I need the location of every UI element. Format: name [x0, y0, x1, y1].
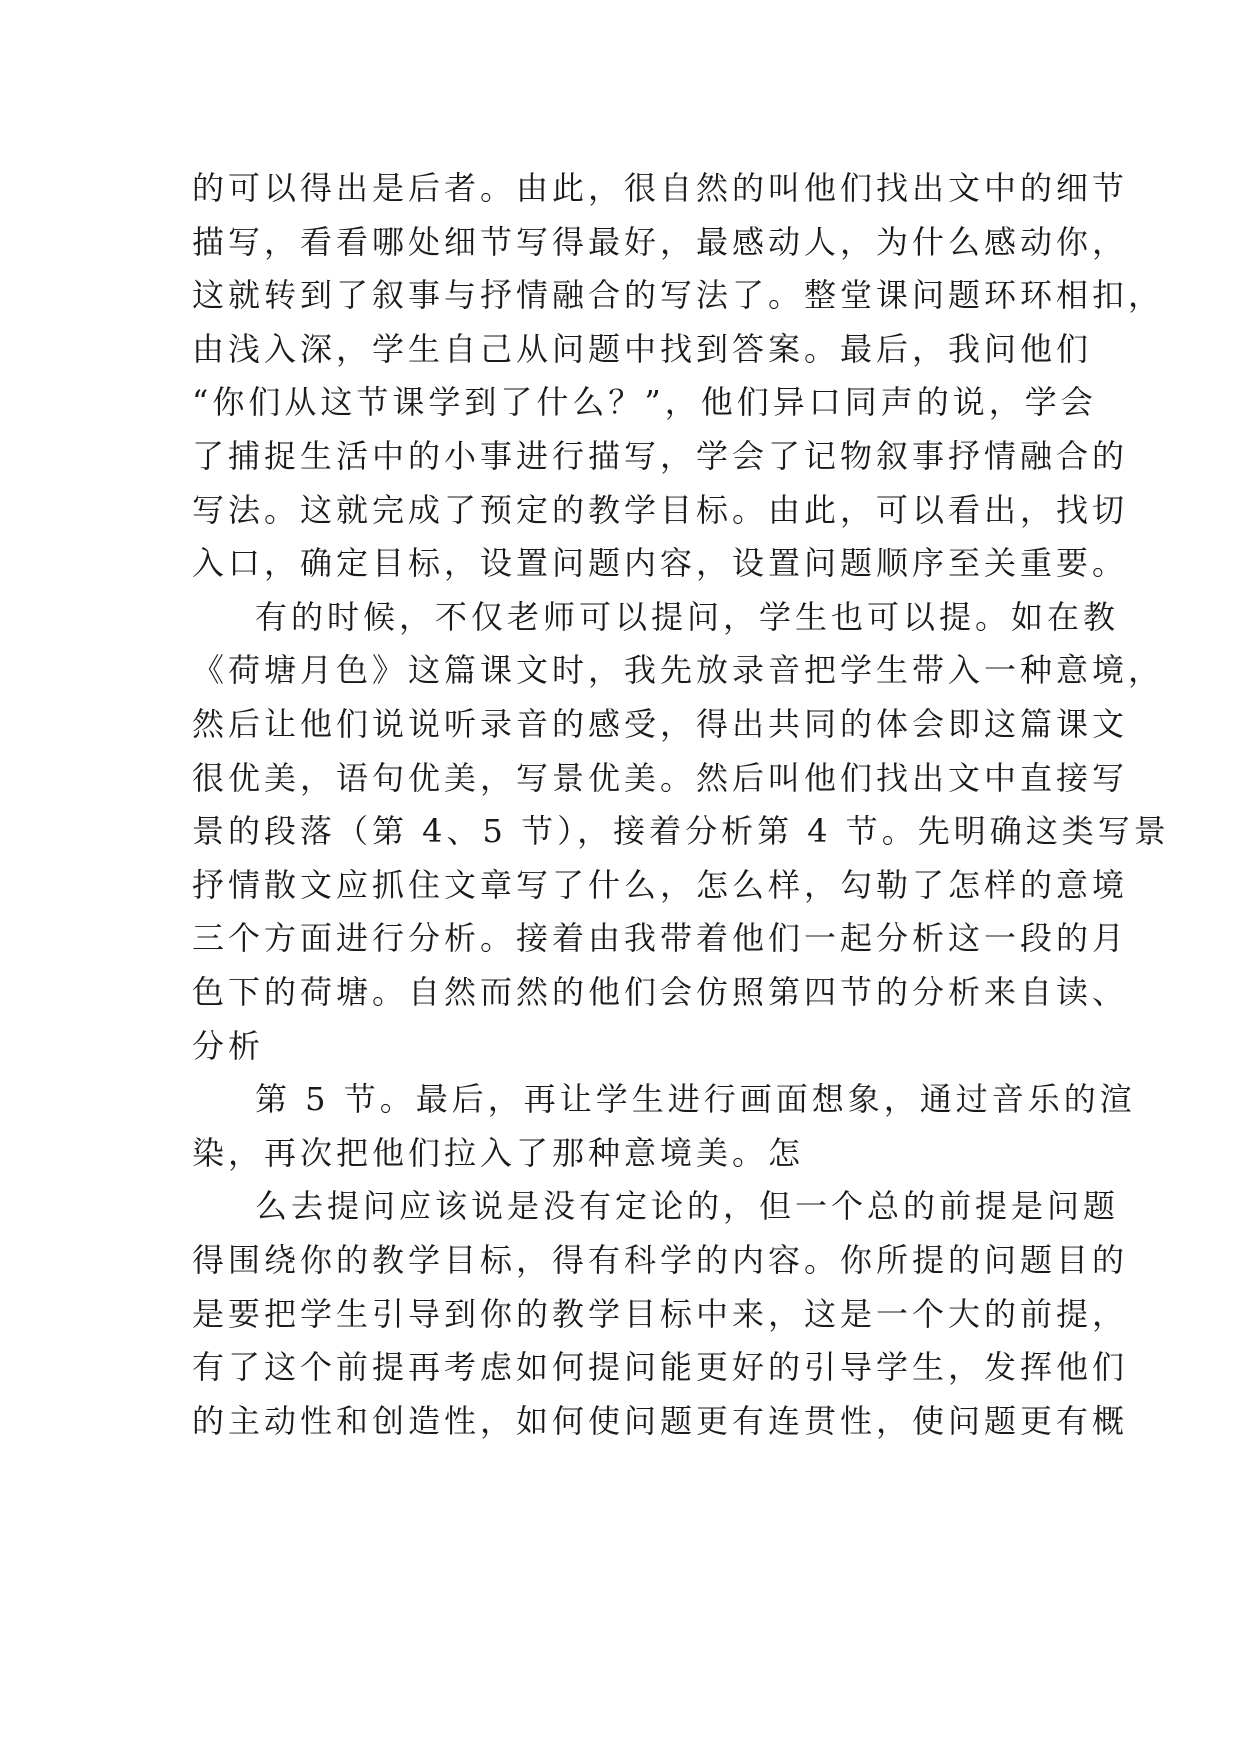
text-line: 染，再次把他们拉入了那种意境美。怎 [192, 1134, 805, 1172]
text-line: 景的段落（第 4、5 节），接着分析第 4 节。先明确这类写景 [192, 812, 1170, 850]
text-line: 的可以得出是后者。由此，很自然的叫他们找出文中的细节 [192, 169, 1129, 207]
text-line: 《荷塘月色》这篇课文时，我先放录音把学生带入一种意境， [192, 651, 1165, 689]
text-line: 三个方面进行分析。接着由我带着他们一起分析这一段的月 [192, 919, 1129, 957]
text-line: 是要把学生引导到你的教学目标中来，这是一个大的前提， [192, 1295, 1129, 1333]
text-line: 很优美，语句优美，写景优美。然后叫他们找出文中直接写 [192, 759, 1129, 797]
text-line: 入口，确定目标，设置问题内容，设置问题顺序至关重要。 [192, 544, 1129, 582]
text-line: “你们从这节课学到了什么？”，他们异口同声的说，学会 [192, 383, 1097, 421]
text-line: 得围绕你的教学目标，得有科学的内容。你所提的问题目的 [192, 1241, 1129, 1279]
text-line: 抒情散文应抓住文章写了什么，怎么样，勾勒了怎样的意境 [192, 866, 1129, 904]
text-line: 写法。这就完成了预定的教学目标。由此，可以看出，找切 [192, 491, 1129, 529]
text-line: 分析 [192, 1027, 265, 1065]
paragraph-start-line: 么去提问应该说是没有定论的，但一个总的前提是问题 [255, 1187, 1120, 1225]
text-line: 色下的荷塘。自然而然的他们会仿照第四节的分析来自读、 [192, 973, 1129, 1011]
paragraph-start-line: 有的时候，不仅老师可以提问，学生也可以提。如在教 [255, 598, 1120, 636]
text-line: 了捕捉生活中的小事进行描写，学会了记物叙事抒情融合的 [192, 437, 1129, 475]
text-line: 然后让他们说说听录音的感受，得出共同的体会即这篇课文 [192, 705, 1129, 743]
text-line: 的主动性和创造性，如何使问题更有连贯性，使问题更有概 [192, 1402, 1129, 1440]
text-line: 有了这个前提再考虑如何提问能更好的引导学生，发挥他们 [192, 1348, 1129, 1386]
text-line: 由浅入深，学生自己从问题中找到答案。最后，我问他们 [192, 330, 1093, 368]
text-line: 这就转到了叙事与抒情融合的写法了。整堂课问题环环相扣， [192, 276, 1165, 314]
paragraph-start-line: 第 5 节。最后，再让学生进行画面想象，通过音乐的渲 [255, 1080, 1136, 1118]
text-line: 描写，看看哪处细节写得最好，最感动人，为什么感动你， [192, 223, 1129, 261]
